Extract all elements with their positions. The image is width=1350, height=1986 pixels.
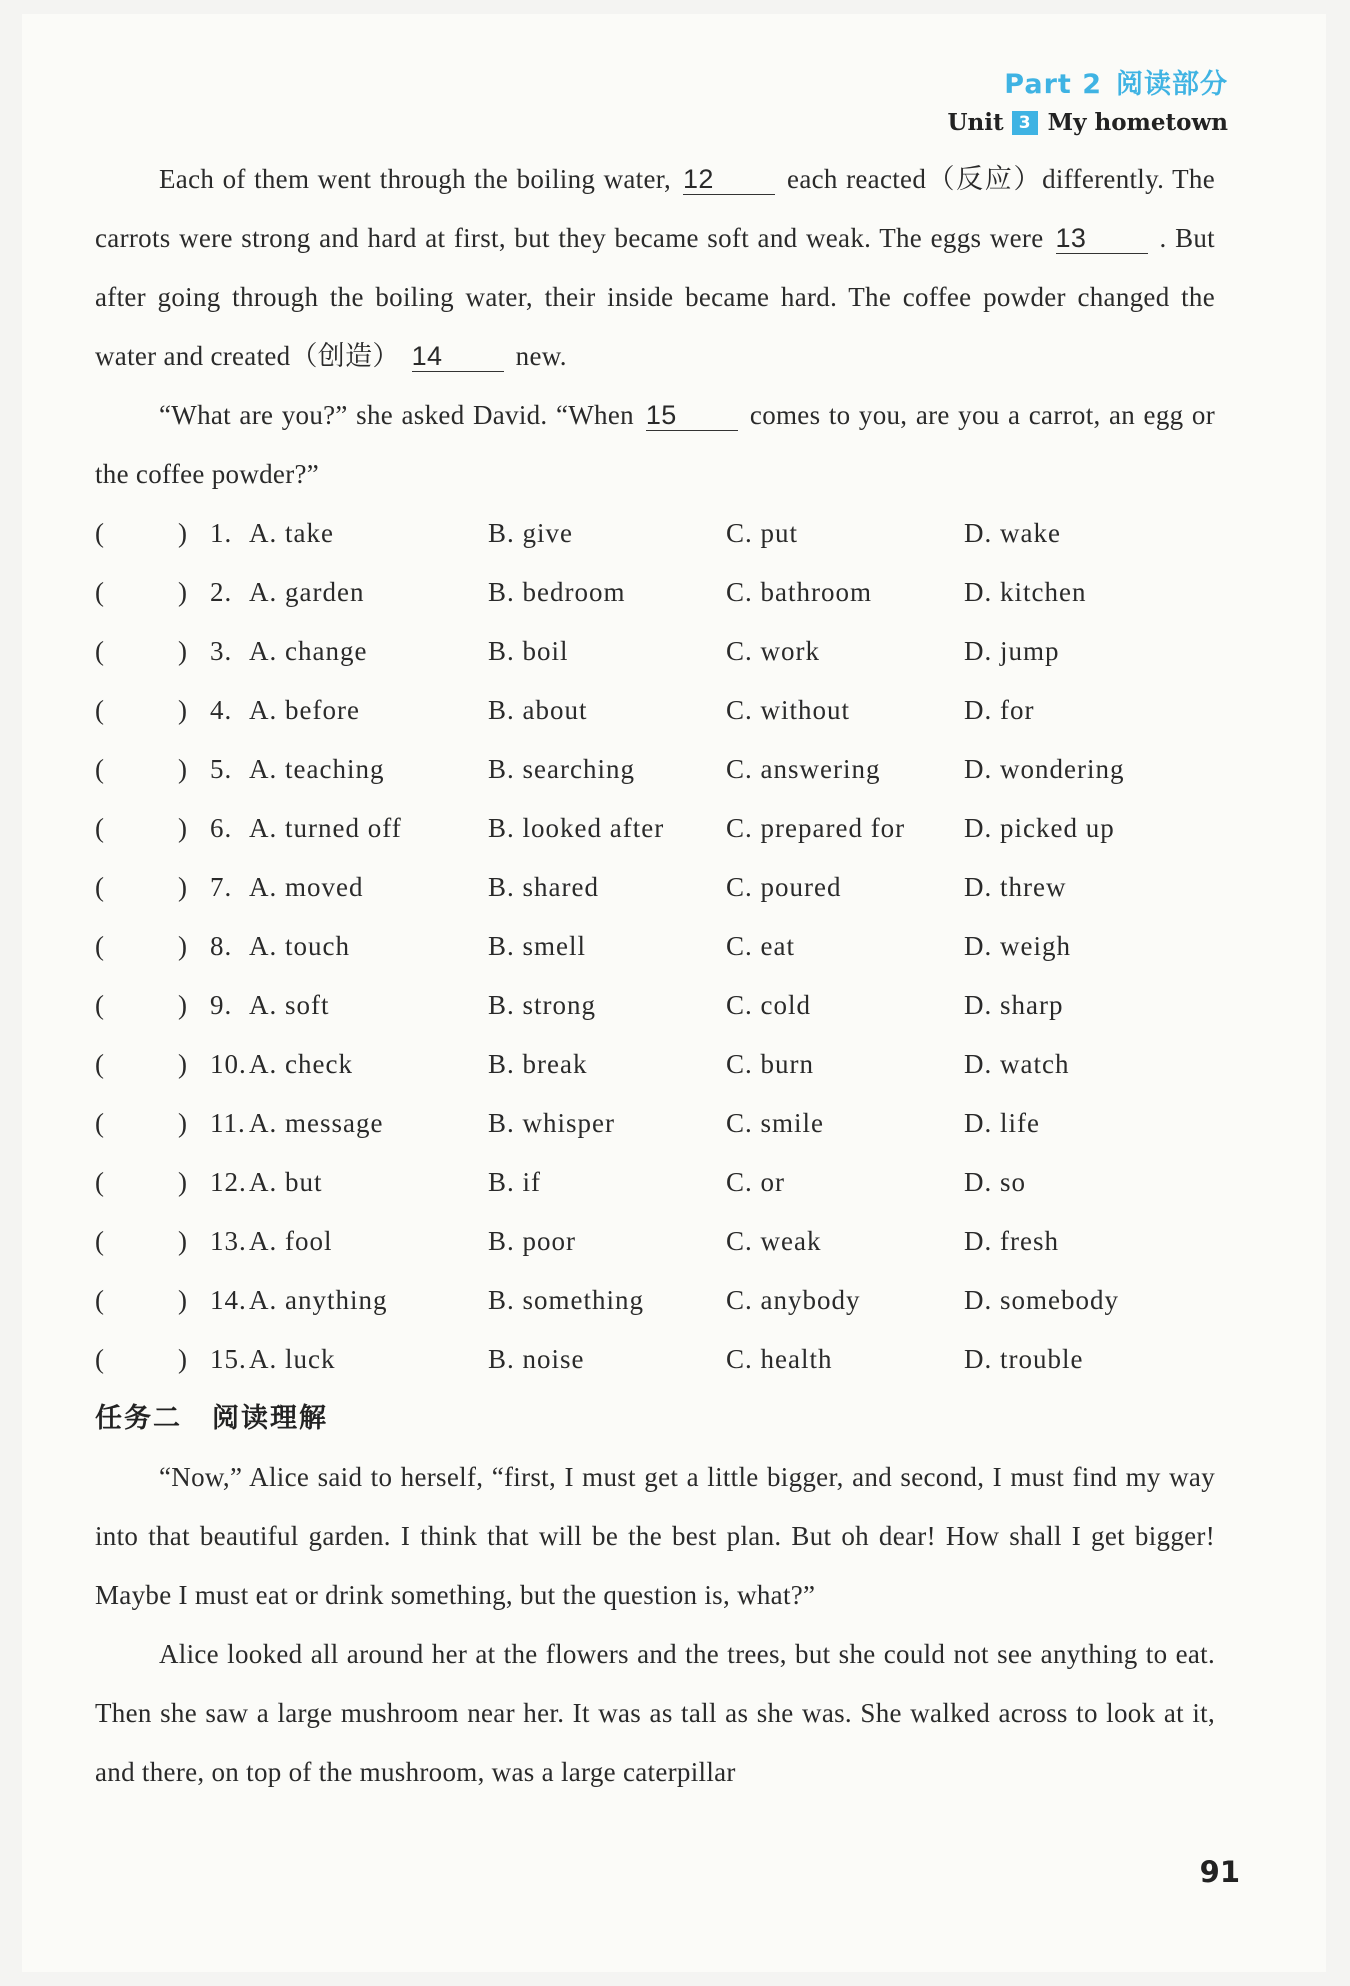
option-c: C. health — [726, 1344, 833, 1374]
passage-text: new. — [515, 341, 567, 371]
option-b: B. if — [488, 1167, 542, 1197]
answer-paren-left[interactable]: ( — [95, 1226, 105, 1256]
answer-paren-right: ) — [178, 518, 188, 548]
answer-paren-right: ) — [178, 636, 188, 666]
section-heading: 阅读理解 — [212, 1403, 328, 1434]
option-c: C. answering — [726, 754, 881, 784]
option-b: B. boil — [488, 636, 569, 666]
page-header — [947, 62, 1228, 136]
question-number: 6. — [210, 813, 233, 843]
answer-paren-left[interactable]: ( — [95, 1167, 105, 1197]
passage-text: . But after going through the boiling water, their inside became hard. The coffee powder changed the water and created（创造） — [95, 223, 1215, 371]
answer-paren-left[interactable]: ( — [95, 636, 105, 666]
option-b: B. give — [488, 518, 573, 548]
part-heading — [947, 62, 1228, 101]
option-c: C. bathroom — [726, 577, 872, 607]
page-number: 91 — [1199, 1855, 1240, 1889]
answer-paren-right: ) — [178, 754, 188, 784]
question-number: 14. — [210, 1285, 247, 1315]
page-content — [95, 150, 1215, 1802]
blank-12: 12 — [683, 164, 775, 195]
passage-text: “What are you?” she asked David. “When — [159, 400, 634, 430]
option-c: C. or — [726, 1167, 785, 1197]
answer-paren-left[interactable]: ( — [95, 931, 105, 961]
question-number: 3. — [210, 636, 233, 666]
unit-number-badge: 3 — [1012, 111, 1038, 135]
option-b: B. noise — [488, 1344, 585, 1374]
option-d: D. wake — [964, 518, 1061, 548]
question-number: 10. — [210, 1049, 247, 1079]
option-d: D. life — [964, 1108, 1040, 1138]
option-a: A. moved — [249, 872, 364, 902]
answer-paren-right: ) — [178, 1108, 188, 1138]
answer-paren-left[interactable]: ( — [95, 1108, 105, 1138]
question-number: 11. — [210, 1108, 246, 1138]
option-c: C. work — [726, 636, 820, 666]
question-number: 4. — [210, 695, 233, 725]
option-b: B. looked after — [488, 813, 665, 843]
passage1-paragraph-1 — [95, 150, 1215, 386]
option-a: A. turned off — [249, 813, 402, 843]
part-cn-label: 阅读部分 — [1116, 69, 1228, 100]
part-label: Part 2 — [1004, 69, 1102, 100]
question-number: 15. — [210, 1344, 247, 1374]
option-a: A. but — [249, 1167, 323, 1197]
question-number: 12. — [210, 1167, 247, 1197]
option-d: D. fresh — [964, 1226, 1059, 1256]
question-row — [95, 681, 1215, 740]
answer-paren-right: ) — [178, 577, 188, 607]
question-number: 2. — [210, 577, 233, 607]
question-row — [95, 563, 1215, 622]
answer-paren-right: ) — [178, 931, 188, 961]
question-row — [95, 1035, 1215, 1094]
question-row — [95, 1094, 1215, 1153]
option-c: C. weak — [726, 1226, 822, 1256]
section-task: 任务二 — [95, 1403, 182, 1434]
question-row — [95, 976, 1215, 1035]
passage-text: Each of them went through the boiling water, — [159, 164, 672, 194]
option-b: B. smell — [488, 931, 587, 961]
option-d: D. for — [964, 695, 1035, 725]
option-b: B. about — [488, 695, 588, 725]
option-a: A. anything — [249, 1285, 388, 1315]
answer-paren-right: ) — [178, 695, 188, 725]
question-row — [95, 1212, 1215, 1271]
question-row — [95, 740, 1215, 799]
option-a: A. check — [249, 1049, 353, 1079]
option-d: D. jump — [964, 636, 1060, 666]
answer-paren-right: ) — [178, 872, 188, 902]
question-row — [95, 858, 1215, 917]
option-b: B. searching — [488, 754, 635, 784]
question-number: 9. — [210, 990, 233, 1020]
option-a: A. soft — [249, 990, 330, 1020]
question-row — [95, 799, 1215, 858]
option-a: A. before — [249, 695, 360, 725]
blank-13: 13 — [1056, 223, 1148, 254]
option-a: A. fool — [249, 1226, 333, 1256]
question-row — [95, 1153, 1215, 1212]
unit-heading — [947, 109, 1228, 136]
option-d: D. kitchen — [964, 577, 1087, 607]
option-b: B. bedroom — [488, 577, 626, 607]
answer-paren-left[interactable]: ( — [95, 813, 105, 843]
option-d: D. watch — [964, 1049, 1070, 1079]
question-row — [95, 622, 1215, 681]
option-a: A. take — [249, 518, 334, 548]
answer-paren-left[interactable]: ( — [95, 518, 105, 548]
option-d: D. so — [964, 1167, 1027, 1197]
question-number: 13. — [210, 1226, 247, 1256]
answer-paren-left[interactable]: ( — [95, 1049, 105, 1079]
question-number: 7. — [210, 872, 233, 902]
option-c: C. anybody — [726, 1285, 861, 1315]
answer-paren-right: ) — [178, 1285, 188, 1315]
option-a: A. luck — [249, 1344, 336, 1374]
option-a: A. message — [249, 1108, 384, 1138]
answer-paren-right: ) — [178, 1049, 188, 1079]
option-d: D. somebody — [964, 1285, 1119, 1315]
option-c: C. without — [726, 695, 851, 725]
question-row — [95, 504, 1215, 563]
answer-paren-right: ) — [178, 1226, 188, 1256]
question-row — [95, 1271, 1215, 1330]
option-d: D. trouble — [964, 1344, 1084, 1374]
blank-15: 15 — [646, 400, 738, 431]
option-c: C. burn — [726, 1049, 814, 1079]
option-c: C. smile — [726, 1108, 825, 1138]
option-a: A. touch — [249, 931, 350, 961]
option-b: B. shared — [488, 872, 599, 902]
option-c: C. poured — [726, 872, 842, 902]
option-b: B. poor — [488, 1226, 576, 1256]
option-a: A. garden — [249, 577, 365, 607]
answer-paren-left[interactable]: ( — [95, 577, 105, 607]
question-number: 1. — [210, 518, 233, 548]
answer-paren-left[interactable]: ( — [95, 872, 105, 902]
question-row — [95, 917, 1215, 976]
option-a: A. change — [249, 636, 368, 666]
option-d: D. weigh — [964, 931, 1071, 961]
option-d: D. threw — [964, 872, 1067, 902]
option-c: C. cold — [726, 990, 811, 1020]
option-d: D. picked up — [964, 813, 1115, 843]
answer-paren-left[interactable]: ( — [95, 1285, 105, 1315]
answer-paren-left[interactable]: ( — [95, 1344, 105, 1374]
answer-paren-left[interactable]: ( — [95, 754, 105, 784]
option-b: B. break — [488, 1049, 588, 1079]
answer-paren-left[interactable]: ( — [95, 990, 105, 1020]
question-number: 8. — [210, 931, 233, 961]
option-a: A. teaching — [249, 754, 385, 784]
passage2-paragraph-1: “Now,” Alice said to herself, “first, I must get a little bigger, and second, I must find my way into that beautiful garden. I think that will be the best plan. But oh dear! How shall I get bigger! Maybe I must eat or drink something, but the question is, what?” — [95, 1462, 1215, 1610]
option-d: D. sharp — [964, 990, 1064, 1020]
passage-text: comes to you, are you a carrot, an egg or the coffee powder?” — [95, 400, 1215, 489]
option-b: B. strong — [488, 990, 597, 1020]
question-list — [95, 504, 1215, 1389]
option-c: C. eat — [726, 931, 795, 961]
option-d: D. wondering — [964, 754, 1125, 784]
passage1-paragraph-2 — [95, 386, 1215, 504]
option-b: B. something — [488, 1285, 645, 1315]
question-number: 5. — [210, 754, 233, 784]
answer-paren-right: ) — [178, 1344, 188, 1374]
option-c: C. put — [726, 518, 799, 548]
answer-paren-right: ) — [178, 1167, 188, 1197]
passage-text: each reacted（反应）differently. The carrots were strong and hard at first, but they became soft and weak. The eggs were — [95, 164, 1215, 253]
answer-paren-right: ) — [178, 813, 188, 843]
answer-paren-left[interactable]: ( — [95, 695, 105, 725]
answer-paren-right: ) — [178, 990, 188, 1020]
blank-14: 14 — [412, 341, 504, 372]
unit-prefix: Unit — [947, 109, 1004, 136]
section-title — [95, 1389, 1215, 1448]
question-row — [95, 1330, 1215, 1389]
unit-title: My hometown — [1047, 109, 1228, 136]
option-c: C. prepared for — [726, 813, 906, 843]
option-b: B. whisper — [488, 1108, 615, 1138]
passage2-paragraph-2: Alice looked all around her at the flowers and the trees, but she could not see anything to eat. Then she saw a large mushroom near her. It was as tall as she was. She walked across to look at it, and there, on top of the mushroom, was a large caterpillar — [95, 1639, 1215, 1787]
